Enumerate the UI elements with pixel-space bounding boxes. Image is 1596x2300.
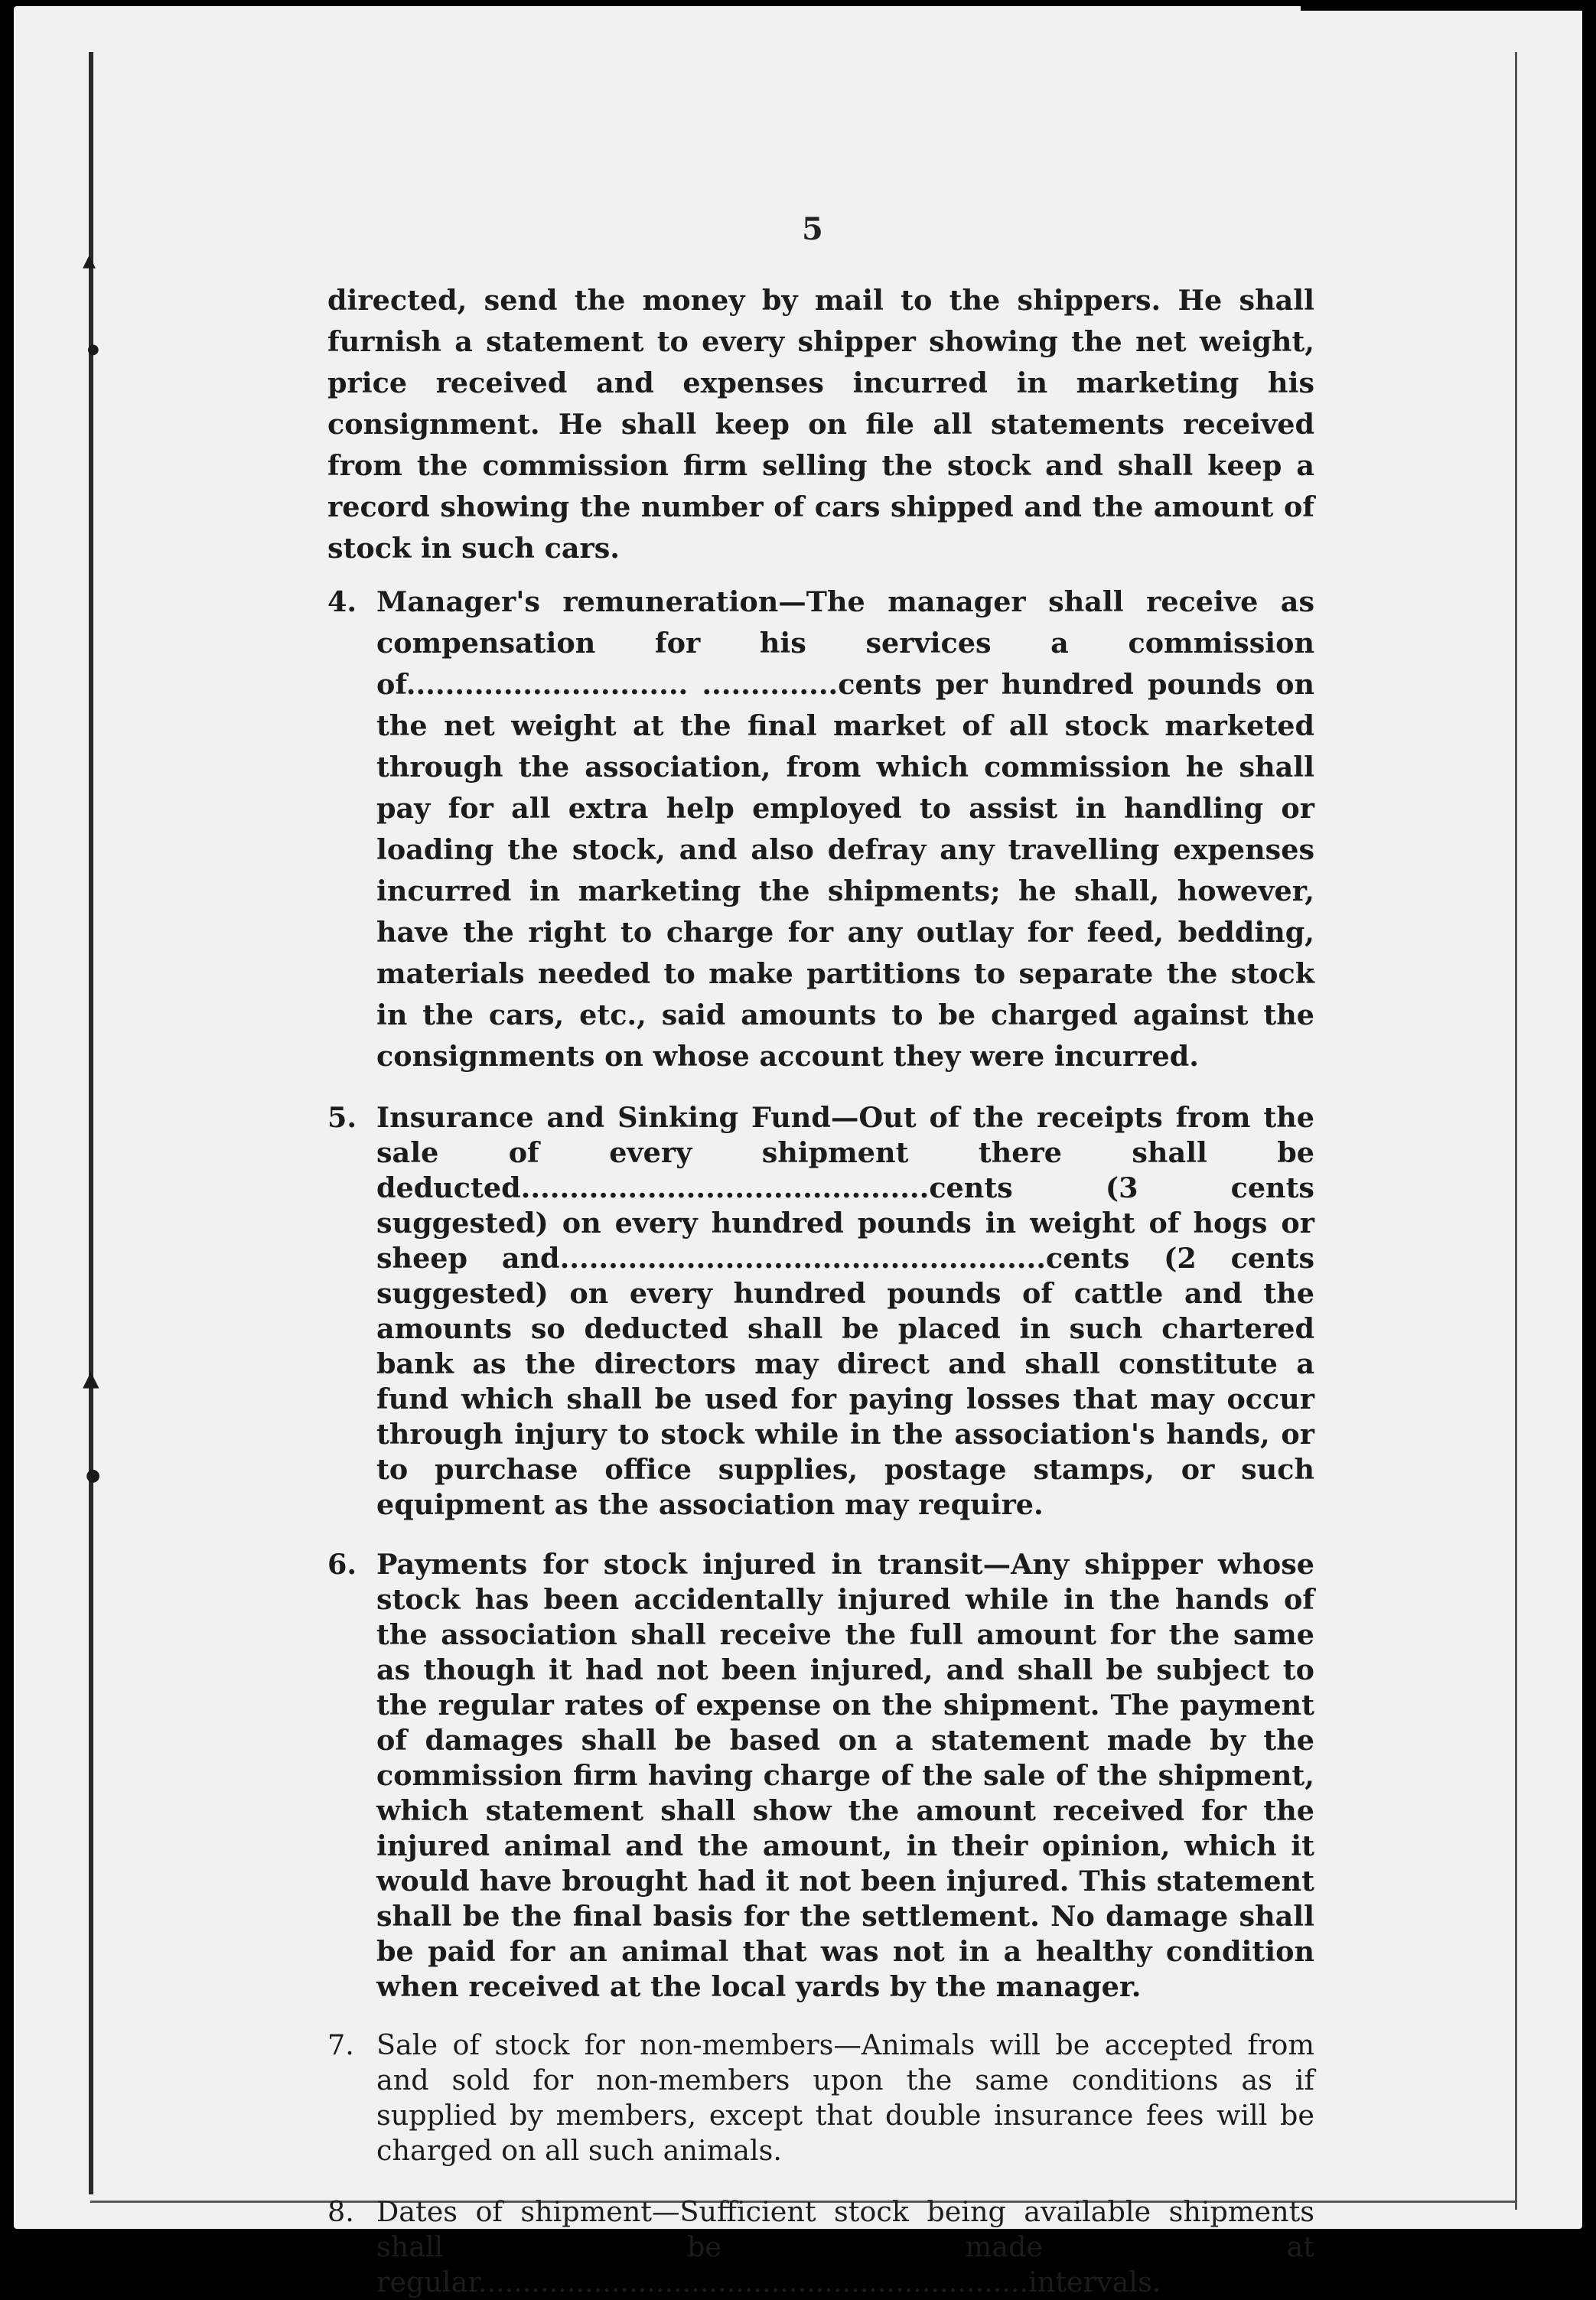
section-heading: Payments for stock injured in transit: [376, 1548, 983, 1581]
section-number: 4.: [327, 585, 357, 618]
margin-mark: ▴: [83, 245, 96, 275]
margin-mark: ▲: [83, 1366, 99, 1391]
margin-mark: ●: [87, 341, 99, 357]
section-text: —Animals will be accepted from and sold for non-members upon the same conditions as if supplied by members, except that double insurance fees will be charged on all such animals.: [376, 2028, 1314, 2167]
section-number: 7.: [327, 2028, 354, 2061]
section-number: 5.: [327, 1101, 357, 1134]
right-edge-line: [1515, 52, 1517, 2210]
section-heading: Manager's remuneration: [376, 585, 779, 618]
section-8: [327, 2194, 1314, 2300]
document-page: [14, 6, 1582, 2298]
section-number: 8.: [327, 2195, 354, 2228]
section-4: [327, 582, 1314, 1077]
section-7: [327, 2028, 1314, 2168]
section-text: —Any shipper whose stock has been accidentally injured while in the hands of the association shall receive the full amount for the same as though it had not been injured, and shall be subject to the regular rates of expense on the shipment. The payment of damages shall be based on a statement made by the commission firm having charge of the sale of the shipment, which statement shall show the amount received for the injured animal and the amount, in their opinion, which it would have brought had it not been injured. This statement shall be the final basis for the settlement. No damage shall be paid for an animal that was not in a healthy condition when received at the local yards by the manager.: [376, 1548, 1314, 2003]
page-body: [327, 280, 1314, 2300]
section-text: —Out of the receipts from the sale of every shipment there shall be deducted..........................................cents (3 cents suggested) on every hundred pounds in weight of hogs or sheep and..................................................cents (2 cents suggested) on every hundred pounds of cattle and the amounts so deducted shall be placed in such chartered bank as the directors may direct and shall constitute a fund which shall be used for paying losses that may occur through injury to stock while in the association's hands, or to purchase office supplies, postage stamps, or such equipment as the association may require.: [376, 1101, 1314, 1521]
section-5: [327, 1100, 1314, 1523]
intro-paragraph: directed, send the money by mail to the shippers. He shall furnish a statement to every shipper showing the net weight, price received and expenses incurred in marketing his consignment. He shall keep on file all statements received from the commission firm selling the stock and shall keep a record showing the number of cars shipped and the amount of stock in such cars.: [327, 284, 1314, 565]
section-heading: Dates of shipment: [376, 2195, 653, 2228]
section-text: —Sufficient stock being available shipments shall be made at regular..............................................................intervals.: [376, 2195, 1314, 2298]
section-number: 6.: [327, 1548, 357, 1581]
page-number: 5: [802, 211, 823, 247]
section-heading: Sale of stock for non-members: [376, 2028, 834, 2061]
scan-shadow: [1301, 0, 1596, 11]
section-heading: Insurance and Sinking Fund: [376, 1101, 831, 1134]
section-6: [327, 1547, 1314, 2005]
binding-edge-line: [89, 52, 93, 2194]
section-text: —The manager shall receive as compensation for his services a commission of............................. ..............cents per hundred pounds on the net weight at the final market of all stock marketed through the association, from which commission he shall pay for all extra help employed to assist in handling or loading the stock, and also defray any travelling expenses incurred in marketing the shipments; he shall, however, have the right to charge for any outlay for feed, bedding, materials needed to make partitions to separate the stock in the cars, etc., said amounts to be charged against the consignments on whose account they were incurred.: [376, 585, 1314, 1073]
margin-mark: ●: [86, 1466, 101, 1485]
